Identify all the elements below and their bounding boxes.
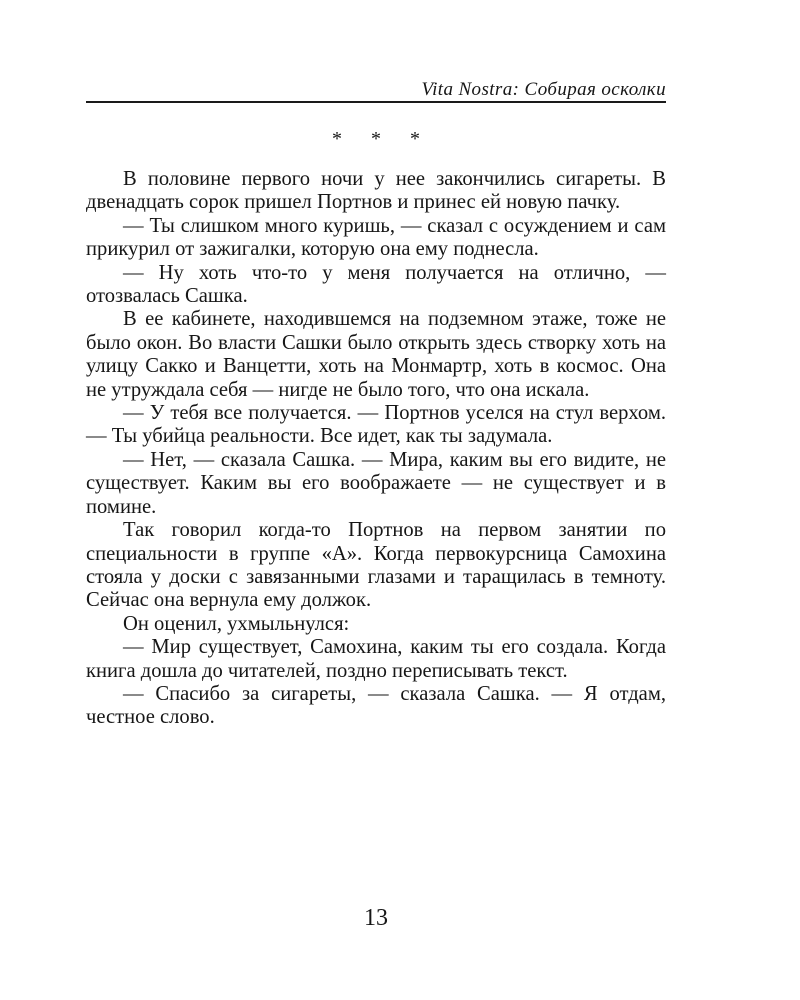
paragraph: — Спасибо за сигареты, — сказала Сашка. — Я отдам, честное слово. bbox=[86, 682, 666, 729]
paragraph: — У тебя все получается. — Портнов уселся на стул верхом. — Ты убийца реальности. Все идет, как ты задумала. bbox=[86, 402, 666, 448]
paragraph: — Ну хоть что-то у меня получается на отлично, — отозвалась Сашка. bbox=[86, 261, 666, 308]
paragraph: В ее кабинете, находившемся на подземном этаже, тоже не было окон. Во власти Сашки было открыть здесь створку хоть на улицу Сакко и Ванцетти, хоть на Монмартр, хоть в космос. Она не утруждала себя — нигде не было того, что она искала. bbox=[86, 308, 666, 401]
paragraph: — Мир существует, Самохина, каким ты его создала. Когда книга дошла до читателей, поздно переписывать текст. bbox=[86, 636, 666, 682]
section-separator: * * * bbox=[332, 128, 432, 150]
paragraph: В половине первого ночи у нее закончились сигареты. В двенадцать сорок пришел Портнов и принес ей новую пачку. bbox=[86, 168, 666, 214]
paragraph: Так говорил когда-то Портнов на первом занятии по специальности в группе «А». Когда первокурсница Самохина стояла у доски с завязанными глазами и таращилась в темноту. Сейчас она вернула ему должок. bbox=[86, 519, 666, 612]
paragraph: — Ты слишком много куришь, — сказал с осуждением и сам прикурил от зажигалки, которую она ему поднесла. bbox=[86, 214, 666, 261]
running-head-title: Vita Nostra: Собирая осколки bbox=[421, 79, 666, 100]
header-divider bbox=[86, 101, 666, 103]
page-number: 13 bbox=[364, 905, 388, 931]
body-text bbox=[86, 168, 666, 730]
paragraph: — Нет, — сказала Сашка. — Мира, каким вы его видите, не существует. Каким вы его воображаете — не существует и в помине. bbox=[86, 448, 666, 518]
paragraph: Он оценил, ухмыльнулся: bbox=[123, 612, 350, 635]
